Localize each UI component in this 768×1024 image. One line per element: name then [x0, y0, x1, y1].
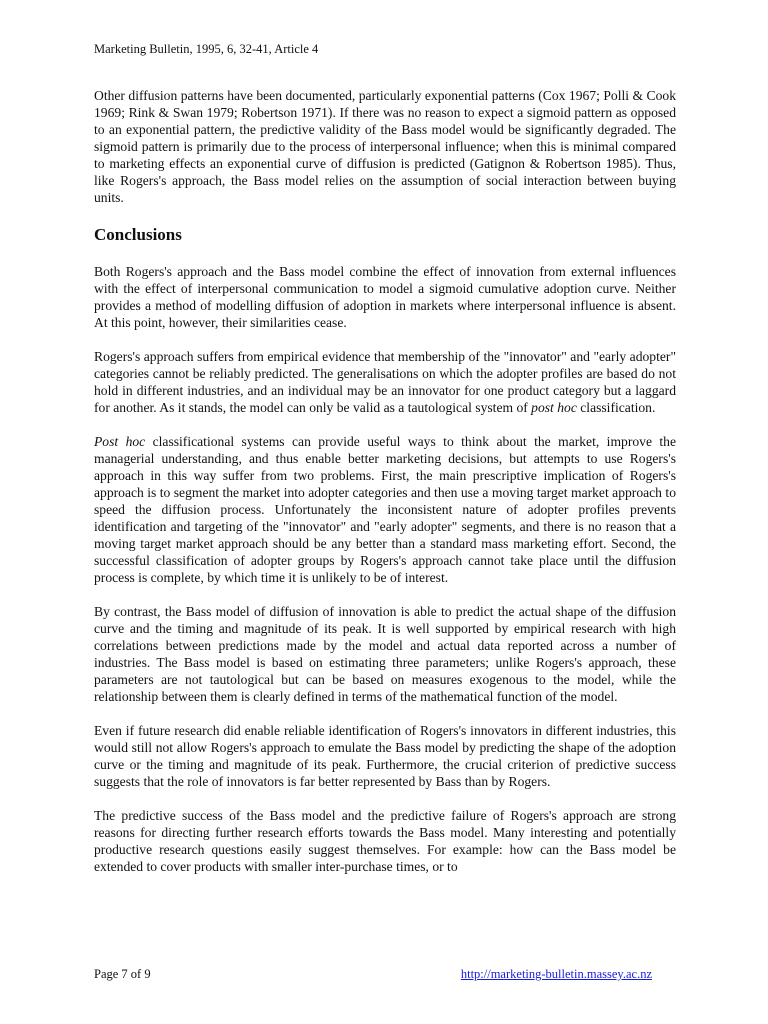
spacer: [94, 331, 676, 348]
text-run: classificational systems can provide useful ways to think about the market, improve the managerial understanding, and thus enable better marketing decisions, but attempts to use Rogers's approach in this way suffer from two problems. First, the main prescriptive implication of Rogers's approach is to segment the market into adopter categories and then use a moving target market approach to speed the diffusion process. Unfortunately the inconsistent nature of adopter profiles prevents identification and targeting of the "innovator" and "early adopter" segments, and there is no reason that a moving target market approach should be any better than a standard mass marketing effort. Second, the successful classification of adopter groups by Rogers's approach cannot take place until the diffusion process is complete, by which time it is unlikely to be of interest.: [94, 434, 676, 585]
spacer: [94, 790, 676, 807]
paragraph-predictive-success: The predictive success of the Bass model and the predictive failure of Rogers's approach are strong reasons for directing further research efforts towards the Bass model. Many interesting and potentially productive research questions easily suggest themselves. For example: how can the Bass model be extended to cover products with smaller inter-purchase times, or to: [94, 808, 676, 874]
text-run: Rogers's approach suffers from empirical evidence that membership of the "innovator" and "early adopter" categories cannot be reliably predicted. The generalisations on which the adopter profiles are based do not hold in different industries, and an individual may be an innovator for one product category but a laggard for another. As it stands, the model can only be valid as a tautological system of: [94, 349, 676, 415]
paragraph-rogers-empirical: [94, 348, 676, 416]
spacer: [94, 245, 676, 263]
footer-url-link[interactable]: http://marketing-bulletin.massey.ac.nz: [460, 967, 652, 981]
italic-term-post-hoc: Post hoc: [94, 434, 146, 449]
text-run: classification.: [576, 400, 656, 415]
running-header: Marketing Bulletin, 1995, 6, 32-41, Article 4: [94, 42, 319, 56]
spacer: [94, 416, 676, 433]
italic-term-post-hoc: post hoc: [531, 400, 577, 415]
paragraph-post-hoc-systems: [94, 433, 676, 586]
section-heading-conclusions: Conclusions: [94, 225, 182, 244]
spacer: [94, 586, 676, 603]
page-number: Page 7 of 9: [94, 967, 151, 981]
spacer: [94, 705, 676, 722]
paragraph-diffusion-patterns: Other diffusion patterns have been documented, particularly exponential patterns (Cox 1967; Polli & Cook 1969; Rink & Swan 1979; Robertson 1971). If there was no reason to expect a sigmoid pattern as opposed to an exponential pattern, the predictive validity of the Bass model would be significantly degraded. The sigmoid pattern is primarily due to the process of interpersonal influence; when this is minimal compared to marketing effects an exponential curve of diffusion is predicted (Gatignon & Robertson 1985). Thus, like Rogers's approach, the Bass model relies on the assumption of social interaction between buying units.: [94, 88, 676, 205]
body-content: [94, 87, 676, 875]
paragraph-both-models: Both Rogers's approach and the Bass model combine the effect of innovation from external influences with the effect of interpersonal communication to model a sigmoid cumulative adoption curve. Neither provides a method of modelling diffusion of adoption in markets where interpersonal influence is absent. At this point, however, their similarities cease.: [94, 264, 676, 330]
spacer: [94, 206, 676, 225]
paragraph-future-research: Even if future research did enable reliable identification of Rogers's innovators in different industries, this would still not allow Rogers's approach to emulate the Bass model by predicting the shape of the adoption curve or the timing and magnitude of its peak. Furthermore, the crucial criterion of predictive success suggests that the role of innovators is far better represented by Bass than by Rogers.: [94, 723, 676, 789]
paragraph-bass-contrast: By contrast, the Bass model of diffusion of innovation is able to predict the actual shape of the diffusion curve and the timing and magnitude of its peak. It is well supported by empirical research with high correlations between predictions made by the model and actual data reported across a number of industries. The Bass model is based on estimating three parameters; unlike Rogers's approach, these parameters are not tautological but can be based on measures exogenous to the model, while the relationship between them is clearly defined in terms of the mathematical function of the model.: [94, 604, 676, 704]
